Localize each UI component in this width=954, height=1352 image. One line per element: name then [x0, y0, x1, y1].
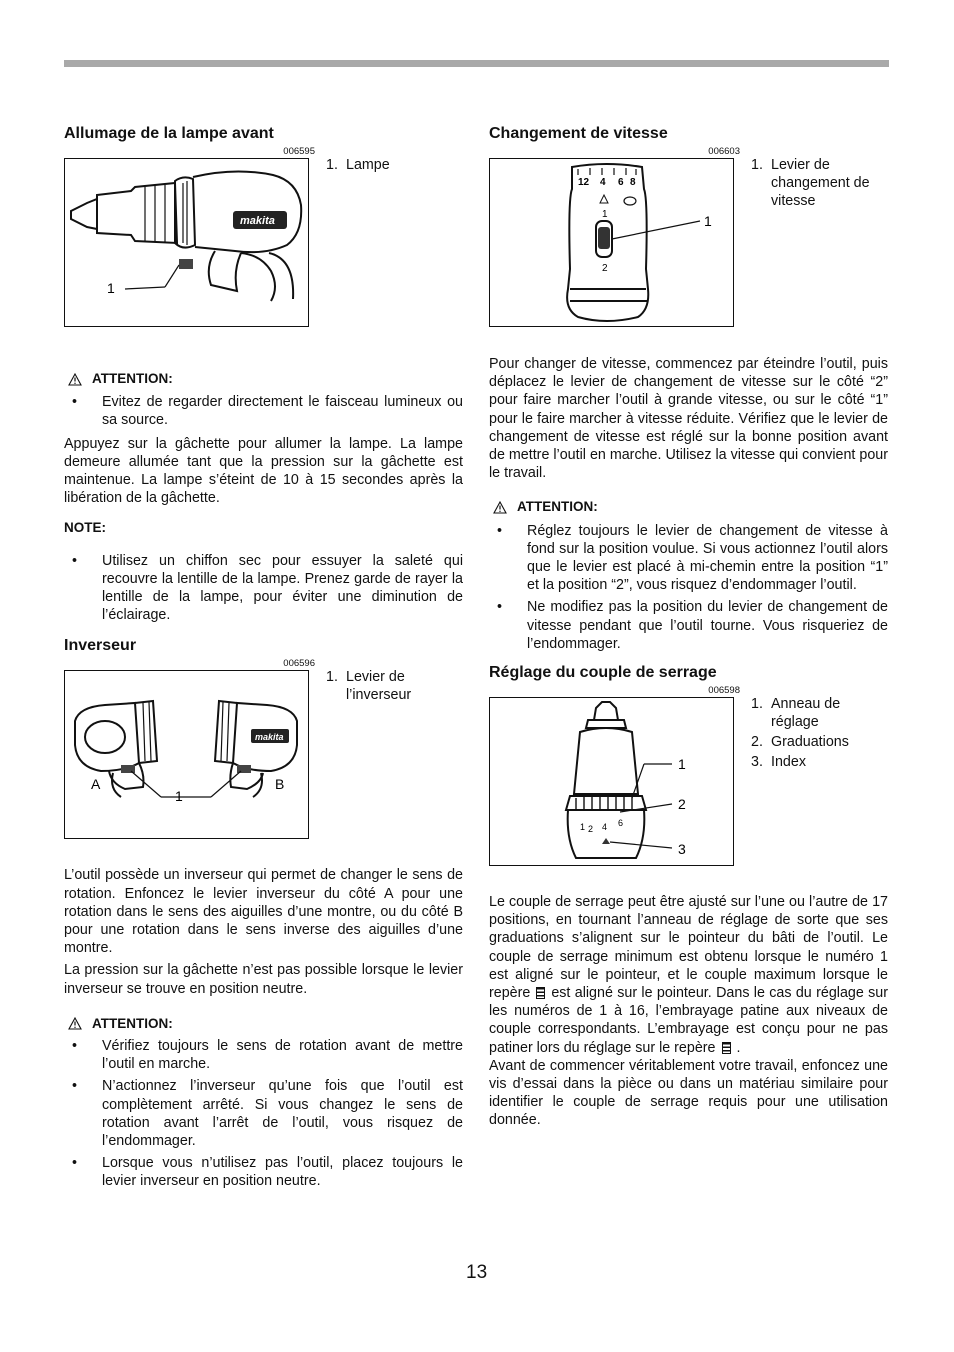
callout-1: 1	[175, 788, 183, 805]
callout-3: 3	[678, 841, 686, 858]
attention-list	[489, 522, 888, 653]
svg-text:6: 6	[618, 818, 624, 829]
callout-2: 2	[678, 796, 686, 813]
figure-lamp	[64, 158, 309, 327]
callout-a: A	[91, 776, 101, 793]
paragraph-couple-2: Avant de commencer véritablement votre travail, enfoncez une vis d’essai dans la pièce ou dans un matériau similaire pour identifier le couple de serrage requis pour une utilisation donnée.	[489, 1057, 888, 1129]
callout-b: B	[275, 776, 285, 793]
paragraph-couple-1: Le couple de serrage peut être ajusté sur l’une ou l’autre de 17 positions, en tournant l’anneau de réglage de sorte que ses graduations s’alignent sur le pointeur du bâti de l’outil. Le couple de serrage minimum est obtenu lorsque le numéro 1 est aligné sur le pointeur, et le couple maximum lorsque le repère est aligné sur le pointeur. Dans le cas du réglage sur les numéros de 1 à 16, l’embrayage patine aux niveaux de couple correspondants. L’embrayage est conçu pour ne pas patiner lors du réglage sur le repère .	[489, 894, 888, 1056]
svg-text:4: 4	[600, 177, 606, 188]
svg-text:makita: makita	[240, 215, 275, 227]
list-item: • Vérifiez toujours le sens de rotation avant de mettre l’outil en marche.	[64, 1037, 463, 1073]
reversing-lever-illustration	[65, 671, 307, 837]
legend-item: 2. Graduations	[751, 734, 849, 751]
figure-code: 006596	[283, 658, 315, 670]
svg-text:8: 8	[630, 177, 636, 188]
svg-text:6: 6	[618, 177, 624, 188]
paragraph-inverseur-2: La pression sur la gâchette n’est pas possible lorsque le levier inverseur se trouve en position neutre.	[64, 962, 463, 997]
attention-list	[64, 1037, 463, 1191]
legend-item: 1. Anneau de réglage	[751, 696, 841, 731]
section-heading-couple: Réglage du couple de serrage	[489, 664, 717, 682]
svg-text:makita: makita	[255, 732, 284, 743]
section-heading-inverseur: Inverseur	[64, 637, 137, 655]
svg-text:12: 12	[578, 177, 590, 188]
figure-inverseur	[64, 670, 309, 839]
attention-heading: ATTENTION:	[64, 370, 463, 388]
list-item: • Ne modifiez pas la position du levier de changement de vitesse pendant que l’outil tourne. Vous risqueriez de l’endommager.	[489, 598, 888, 653]
svg-text:1: 1	[602, 209, 608, 220]
list-item: • Lorsque vous n’utilisez pas l’outil, placez toujours le levier inverseur en position neutre.	[64, 1154, 463, 1190]
drill-illustration	[65, 159, 307, 325]
callout-1: 1	[107, 280, 115, 296]
paragraph-inverseur-1: L’outil possède un inverseur qui permet de changer le sens de rotation. Enfoncez le levier inverseur du côté A pour une rotation dans le sens des aiguilles d’une montre, ou du côté B pour une rotation dans le sens inverse des aiguilles d’une montre.	[64, 867, 463, 957]
right-column	[489, 124, 888, 1130]
note-list	[64, 552, 463, 625]
legend-item: 1. Levier de l’inverseur	[326, 669, 412, 704]
svg-text:2: 2	[588, 824, 594, 835]
clutch-mark-icon	[536, 987, 545, 999]
svg-text:1: 1	[580, 822, 586, 833]
callout-1: 1	[678, 756, 686, 773]
legend-item: 3. Index	[751, 754, 806, 771]
clutch-mark-icon	[722, 1042, 731, 1054]
attention-list	[64, 393, 463, 429]
list-item: • Evitez de regarder directement le faisceau lumineux ou sa source.	[64, 393, 463, 429]
figure-code: 006603	[708, 146, 740, 157]
note-heading: NOTE:	[64, 520, 106, 536]
speed-lever-illustration	[490, 159, 732, 325]
figure-legend	[326, 156, 466, 176]
callout-1: 1	[704, 213, 712, 229]
warning-icon	[68, 373, 82, 386]
figure-legend	[751, 695, 891, 773]
section-heading-vitesse: Changement de vitesse	[489, 125, 668, 142]
legend-item: 1. Lampe	[326, 157, 390, 173]
warning-icon	[68, 1017, 82, 1030]
svg-text:2: 2	[602, 263, 608, 274]
torque-ring-illustration	[490, 698, 732, 864]
header-rule	[64, 60, 889, 67]
figure-code: 006595	[283, 146, 315, 157]
left-column	[64, 124, 463, 1191]
list-item: • N’actionnez l’inverseur qu’une fois que l’outil est complètement arrêté. Si vous changez le sens de rotation avant l’arrêt de l’outil, vous risquez de l’endommager.	[64, 1077, 463, 1150]
figure-legend	[751, 156, 891, 212]
figure-vitesse	[489, 158, 734, 327]
svg-text:4: 4	[602, 822, 608, 833]
figure-code: 006598	[708, 685, 740, 697]
attention-heading: ATTENTION:	[64, 1015, 463, 1033]
figure-couple	[489, 697, 734, 866]
list-item: • Réglez toujours le levier de changement de vitesse à fond sur la position voulue. Si vous actionnez l’outil alors que le levier est placé à mi-chemin entre la position “1” et la position “2”, vous risquez d’endommager l’outil.	[489, 522, 888, 595]
warning-icon	[493, 501, 507, 514]
figure-legend	[326, 668, 466, 706]
paragraph-vitesse: Pour changer de vitesse, commencez par éteindre l’outil, puis déplacez le levier de changement de vitesse sur le côté “2” pour faire marcher l’outil à grande vitesse, ou sur le côté “1” pour le faire marcher à vitesse réduite. Vérifiez que le levier de changement de vitesse est réglé sur la bonne position avant de mettre l’outil en marche. Utilisez la vitesse qui convient pour le travail.	[489, 356, 888, 482]
page-number: 13	[466, 1262, 488, 1283]
paragraph-lamp: Appuyez sur la gâchette pour allumer la lampe. La lampe demeure allumée tant que la pression sur la gâchette est maintenue. La lampe s’éteint de 10 à 15 secondes après la libération de la gâchette.	[64, 435, 463, 507]
attention-heading: ATTENTION:	[489, 498, 888, 516]
legend-item: 1. Levier de changement de vitesse	[751, 157, 870, 209]
section-heading-lamp: Allumage de la lampe avant	[64, 125, 274, 142]
list-item: • Utilisez un chiffon sec pour essuyer la saleté qui recouvre la lentille de la lampe. Prenez garde de rayer la lentille de la lampe, pour éviter une diminution de l’éclairage.	[64, 552, 463, 625]
